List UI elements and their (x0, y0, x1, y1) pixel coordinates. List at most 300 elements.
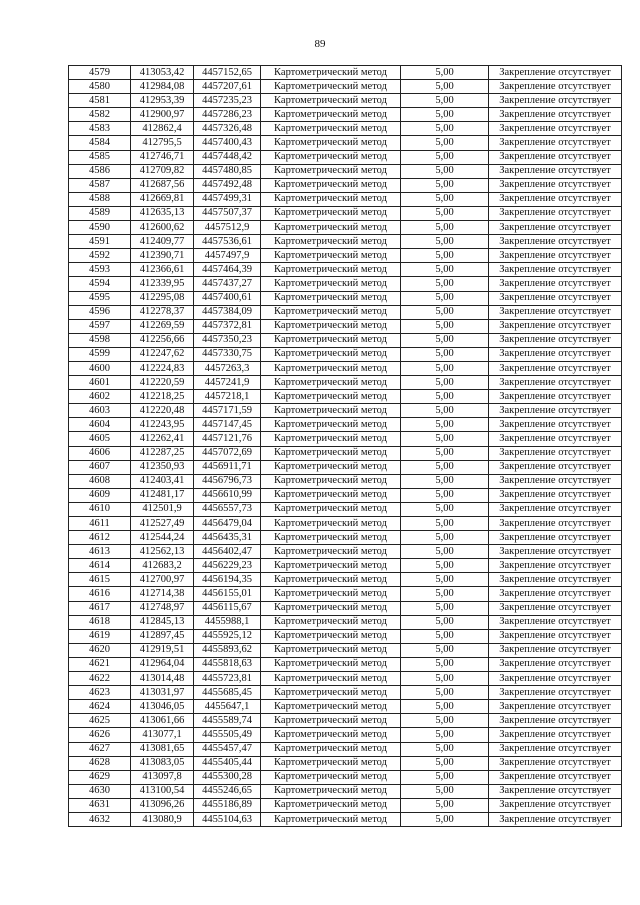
table-row (69, 319, 622, 333)
table-row (69, 770, 622, 784)
point-number-cell: 4606 (69, 446, 131, 460)
method-cell: Картометрический метод (261, 376, 401, 390)
fixing-cell: Закрепление отсутствует (489, 376, 622, 390)
x-coordinate-cell: 412964,04 (131, 657, 194, 671)
precision-cell: 5,00 (401, 94, 489, 108)
y-coordinate-cell: 4456194,35 (194, 573, 261, 587)
point-number-cell: 4586 (69, 164, 131, 178)
x-coordinate-cell: 412481,17 (131, 488, 194, 502)
precision-cell: 5,00 (401, 587, 489, 601)
y-coordinate-cell: 4457400,61 (194, 291, 261, 305)
method-cell: Картометрический метод (261, 573, 401, 587)
fixing-cell: Закрепление отсутствует (489, 66, 622, 80)
fixing-cell: Закрепление отсутствует (489, 587, 622, 601)
method-cell: Картометрический метод (261, 333, 401, 347)
precision-cell: 5,00 (401, 728, 489, 742)
point-number-cell: 4613 (69, 545, 131, 559)
method-cell: Картометрический метод (261, 361, 401, 375)
table-row (69, 531, 622, 545)
y-coordinate-cell: 4456402,47 (194, 545, 261, 559)
x-coordinate-cell: 413031,97 (131, 686, 194, 700)
precision-cell: 5,00 (401, 108, 489, 122)
point-number-cell: 4610 (69, 502, 131, 516)
table-row (69, 249, 622, 263)
fixing-cell: Закрепление отсутствует (489, 460, 622, 474)
point-number-cell: 4620 (69, 643, 131, 657)
point-number-cell: 4592 (69, 249, 131, 263)
precision-cell: 5,00 (401, 361, 489, 375)
x-coordinate-cell: 412256,66 (131, 333, 194, 347)
x-coordinate-cell: 412339,95 (131, 277, 194, 291)
fixing-cell: Закрепление отсутствует (489, 531, 622, 545)
method-cell: Картометрический метод (261, 601, 401, 615)
x-coordinate-cell: 412562,13 (131, 545, 194, 559)
table-row (69, 502, 622, 516)
y-coordinate-cell: 4455104,63 (194, 812, 261, 826)
table-row (69, 235, 622, 249)
fixing-cell: Закрепление отсутствует (489, 502, 622, 516)
fixing-cell: Закрепление отсутствует (489, 784, 622, 798)
method-cell: Картометрический метод (261, 178, 401, 192)
precision-cell: 5,00 (401, 291, 489, 305)
fixing-cell: Закрепление отсутствует (489, 657, 622, 671)
table-row (69, 376, 622, 390)
table-row (69, 108, 622, 122)
point-number-cell: 4598 (69, 333, 131, 347)
x-coordinate-cell: 412748,97 (131, 601, 194, 615)
precision-cell: 5,00 (401, 770, 489, 784)
method-cell: Картометрический метод (261, 460, 401, 474)
y-coordinate-cell: 4457171,59 (194, 404, 261, 418)
y-coordinate-cell: 4456115,67 (194, 601, 261, 615)
y-coordinate-cell: 4457497,9 (194, 249, 261, 263)
point-number-cell: 4629 (69, 770, 131, 784)
y-coordinate-cell: 4457330,75 (194, 347, 261, 361)
point-number-cell: 4625 (69, 714, 131, 728)
fixing-cell: Закрепление отсутствует (489, 559, 622, 573)
fixing-cell: Закрепление отсутствует (489, 263, 622, 277)
x-coordinate-cell: 413046,05 (131, 700, 194, 714)
method-cell: Картометрический метод (261, 502, 401, 516)
point-number-cell: 4596 (69, 305, 131, 319)
precision-cell: 5,00 (401, 643, 489, 657)
precision-cell: 5,00 (401, 206, 489, 220)
point-number-cell: 4588 (69, 192, 131, 206)
point-number-cell: 4581 (69, 94, 131, 108)
x-coordinate-cell: 412900,97 (131, 108, 194, 122)
point-number-cell: 4621 (69, 657, 131, 671)
point-number-cell: 4630 (69, 784, 131, 798)
table-row (69, 517, 622, 531)
y-coordinate-cell: 4457400,43 (194, 136, 261, 150)
precision-cell: 5,00 (401, 573, 489, 587)
point-number-cell: 4604 (69, 418, 131, 432)
precision-cell: 5,00 (401, 249, 489, 263)
table-row (69, 390, 622, 404)
x-coordinate-cell: 412795,5 (131, 136, 194, 150)
y-coordinate-cell: 4456911,71 (194, 460, 261, 474)
x-coordinate-cell: 413061,66 (131, 714, 194, 728)
point-number-cell: 4631 (69, 798, 131, 812)
fixing-cell: Закрепление отсутствует (489, 192, 622, 206)
precision-cell: 5,00 (401, 192, 489, 206)
precision-cell: 5,00 (401, 432, 489, 446)
fixing-cell: Закрепление отсутствует (489, 812, 622, 826)
y-coordinate-cell: 4457207,61 (194, 80, 261, 94)
table-row (69, 136, 622, 150)
y-coordinate-cell: 4456479,04 (194, 517, 261, 531)
precision-cell: 5,00 (401, 136, 489, 150)
table-row (69, 418, 622, 432)
method-cell: Картометрический метод (261, 531, 401, 545)
fixing-cell: Закрепление отсутствует (489, 333, 622, 347)
method-cell: Картометрический метод (261, 122, 401, 136)
fixing-cell: Закрепление отсутствует (489, 446, 622, 460)
method-cell: Картометрический метод (261, 432, 401, 446)
x-coordinate-cell: 412243,95 (131, 418, 194, 432)
point-number-cell: 4612 (69, 531, 131, 545)
method-cell: Картометрический метод (261, 404, 401, 418)
precision-cell: 5,00 (401, 460, 489, 474)
point-number-cell: 4622 (69, 672, 131, 686)
fixing-cell: Закрепление отсутствует (489, 474, 622, 488)
method-cell: Картометрический метод (261, 545, 401, 559)
precision-cell: 5,00 (401, 502, 489, 516)
fixing-cell: Закрепление отсутствует (489, 347, 622, 361)
x-coordinate-cell: 412746,71 (131, 150, 194, 164)
fixing-cell: Закрепление отсутствует (489, 770, 622, 784)
method-cell: Картометрический метод (261, 136, 401, 150)
method-cell: Картометрический метод (261, 221, 401, 235)
fixing-cell: Закрепление отсутствует (489, 136, 622, 150)
x-coordinate-cell: 412953,39 (131, 94, 194, 108)
x-coordinate-cell: 412366,61 (131, 263, 194, 277)
table-row (69, 812, 622, 826)
point-number-cell: 4608 (69, 474, 131, 488)
table-row (69, 446, 622, 460)
point-number-cell: 4616 (69, 587, 131, 601)
y-coordinate-cell: 4455647,1 (194, 700, 261, 714)
precision-cell: 5,00 (401, 277, 489, 291)
table-row (69, 728, 622, 742)
fixing-cell: Закрепление отсутствует (489, 601, 622, 615)
table-row (69, 672, 622, 686)
method-cell: Картометрический метод (261, 488, 401, 502)
table-row (69, 488, 622, 502)
fixing-cell: Закрепление отсутствует (489, 319, 622, 333)
x-coordinate-cell: 413083,05 (131, 756, 194, 770)
table-row (69, 221, 622, 235)
fixing-cell: Закрепление отсутствует (489, 390, 622, 404)
precision-cell: 5,00 (401, 629, 489, 643)
point-number-cell: 4626 (69, 728, 131, 742)
precision-cell: 5,00 (401, 150, 489, 164)
x-coordinate-cell: 412919,51 (131, 643, 194, 657)
y-coordinate-cell: 4457480,85 (194, 164, 261, 178)
precision-cell: 5,00 (401, 474, 489, 488)
point-number-cell: 4603 (69, 404, 131, 418)
precision-cell: 5,00 (401, 784, 489, 798)
table-row (69, 573, 622, 587)
x-coordinate-cell: 412544,24 (131, 531, 194, 545)
precision-cell: 5,00 (401, 798, 489, 812)
y-coordinate-cell: 4457121,76 (194, 432, 261, 446)
point-number-cell: 4594 (69, 277, 131, 291)
point-number-cell: 4599 (69, 347, 131, 361)
method-cell: Картометрический метод (261, 235, 401, 249)
fixing-cell: Закрепление отсутствует (489, 164, 622, 178)
precision-cell: 5,00 (401, 333, 489, 347)
fixing-cell: Закрепление отсутствует (489, 629, 622, 643)
table-row (69, 66, 622, 80)
fixing-cell: Закрепление отсутствует (489, 150, 622, 164)
method-cell: Картометрический метод (261, 150, 401, 164)
table-row (69, 122, 622, 136)
point-number-cell: 4595 (69, 291, 131, 305)
x-coordinate-cell: 412845,13 (131, 615, 194, 629)
y-coordinate-cell: 4457235,23 (194, 94, 261, 108)
y-coordinate-cell: 4457072,69 (194, 446, 261, 460)
page-number: 89 (314, 38, 326, 50)
x-coordinate-cell: 412984,08 (131, 80, 194, 94)
point-number-cell: 4579 (69, 66, 131, 80)
y-coordinate-cell: 4456796,73 (194, 474, 261, 488)
method-cell: Картометрический метод (261, 206, 401, 220)
point-number-cell: 4597 (69, 319, 131, 333)
x-coordinate-cell: 412409,77 (131, 235, 194, 249)
x-coordinate-cell: 412897,45 (131, 629, 194, 643)
x-coordinate-cell: 413081,65 (131, 742, 194, 756)
point-number-cell: 4605 (69, 432, 131, 446)
fixing-cell: Закрепление отсутствует (489, 742, 622, 756)
point-number-cell: 4590 (69, 221, 131, 235)
y-coordinate-cell: 4457507,37 (194, 206, 261, 220)
point-number-cell: 4589 (69, 206, 131, 220)
y-coordinate-cell: 4455925,12 (194, 629, 261, 643)
fixing-cell: Закрепление отсутствует (489, 432, 622, 446)
table-row (69, 798, 622, 812)
fixing-cell: Закрепление отсутствует (489, 206, 622, 220)
fixing-cell: Закрепление отсутствует (489, 728, 622, 742)
table-row (69, 206, 622, 220)
method-cell: Картометрический метод (261, 319, 401, 333)
point-number-cell: 4602 (69, 390, 131, 404)
y-coordinate-cell: 4457350,23 (194, 333, 261, 347)
fixing-cell: Закрепление отсутствует (489, 686, 622, 700)
table-row (69, 347, 622, 361)
x-coordinate-cell: 413096,26 (131, 798, 194, 812)
y-coordinate-cell: 4457448,42 (194, 150, 261, 164)
method-cell: Картометрический метод (261, 728, 401, 742)
precision-cell: 5,00 (401, 66, 489, 80)
point-number-cell: 4632 (69, 812, 131, 826)
x-coordinate-cell: 412247,62 (131, 347, 194, 361)
precision-cell: 5,00 (401, 742, 489, 756)
y-coordinate-cell: 4457263,3 (194, 361, 261, 375)
fixing-cell: Закрепление отсутствует (489, 361, 622, 375)
x-coordinate-cell: 412218,25 (131, 390, 194, 404)
y-coordinate-cell: 4455723,81 (194, 672, 261, 686)
precision-cell: 5,00 (401, 657, 489, 671)
y-coordinate-cell: 4457536,61 (194, 235, 261, 249)
precision-cell: 5,00 (401, 235, 489, 249)
precision-cell: 5,00 (401, 756, 489, 770)
coordinates-table-body (69, 66, 622, 827)
y-coordinate-cell: 4456610,99 (194, 488, 261, 502)
point-number-cell: 4628 (69, 756, 131, 770)
table-row (69, 657, 622, 671)
method-cell: Картометрический метод (261, 305, 401, 319)
table-row (69, 404, 622, 418)
x-coordinate-cell: 413100,54 (131, 784, 194, 798)
precision-cell: 5,00 (401, 700, 489, 714)
y-coordinate-cell: 4455818,63 (194, 657, 261, 671)
point-number-cell: 4591 (69, 235, 131, 249)
table-row (69, 784, 622, 798)
precision-cell: 5,00 (401, 178, 489, 192)
fixing-cell: Закрепление отсутствует (489, 404, 622, 418)
x-coordinate-cell: 412687,56 (131, 178, 194, 192)
method-cell: Картометрический метод (261, 657, 401, 671)
method-cell: Картометрический метод (261, 249, 401, 263)
fixing-cell: Закрепление отсутствует (489, 291, 622, 305)
precision-cell: 5,00 (401, 517, 489, 531)
coordinates-table (68, 65, 622, 827)
method-cell: Картометрический метод (261, 643, 401, 657)
point-number-cell: 4607 (69, 460, 131, 474)
method-cell: Картометрический метод (261, 80, 401, 94)
table-row (69, 686, 622, 700)
x-coordinate-cell: 412600,62 (131, 221, 194, 235)
x-coordinate-cell: 412709,82 (131, 164, 194, 178)
y-coordinate-cell: 4457464,39 (194, 263, 261, 277)
x-coordinate-cell: 412862,4 (131, 122, 194, 136)
point-number-cell: 4617 (69, 601, 131, 615)
x-coordinate-cell: 412278,37 (131, 305, 194, 319)
precision-cell: 5,00 (401, 347, 489, 361)
x-coordinate-cell: 413097,8 (131, 770, 194, 784)
method-cell: Картометрический метод (261, 446, 401, 460)
point-number-cell: 4611 (69, 517, 131, 531)
table-row (69, 587, 622, 601)
precision-cell: 5,00 (401, 559, 489, 573)
method-cell: Картометрический метод (261, 714, 401, 728)
point-number-cell: 4583 (69, 122, 131, 136)
precision-cell: 5,00 (401, 404, 489, 418)
fixing-cell: Закрепление отсутствует (489, 80, 622, 94)
point-number-cell: 4600 (69, 361, 131, 375)
point-number-cell: 4618 (69, 615, 131, 629)
x-coordinate-cell: 412350,93 (131, 460, 194, 474)
precision-cell: 5,00 (401, 319, 489, 333)
method-cell: Картометрический метод (261, 277, 401, 291)
fixing-cell: Закрепление отсутствует (489, 714, 622, 728)
table-row (69, 291, 622, 305)
table-row (69, 361, 622, 375)
fixing-cell: Закрепление отсутствует (489, 488, 622, 502)
point-number-cell: 4614 (69, 559, 131, 573)
table-row (69, 700, 622, 714)
table-row (69, 559, 622, 573)
precision-cell: 5,00 (401, 531, 489, 545)
y-coordinate-cell: 4457492,48 (194, 178, 261, 192)
table-row (69, 164, 622, 178)
table-row (69, 615, 622, 629)
table-row (69, 150, 622, 164)
point-number-cell: 4615 (69, 573, 131, 587)
point-number-cell: 4585 (69, 150, 131, 164)
table-row (69, 263, 622, 277)
y-coordinate-cell: 4457512,9 (194, 221, 261, 235)
fixing-cell: Закрепление отсутствует (489, 756, 622, 770)
table-row (69, 333, 622, 347)
precision-cell: 5,00 (401, 488, 489, 502)
y-coordinate-cell: 4456557,73 (194, 502, 261, 516)
x-coordinate-cell: 412403,41 (131, 474, 194, 488)
x-coordinate-cell: 412501,9 (131, 502, 194, 516)
point-number-cell: 4601 (69, 376, 131, 390)
x-coordinate-cell: 412390,71 (131, 249, 194, 263)
method-cell: Картометрический метод (261, 66, 401, 80)
x-coordinate-cell: 412714,38 (131, 587, 194, 601)
method-cell: Картометрический метод (261, 559, 401, 573)
precision-cell: 5,00 (401, 164, 489, 178)
table-row (69, 94, 622, 108)
point-number-cell: 4623 (69, 686, 131, 700)
method-cell: Картометрический метод (261, 517, 401, 531)
fixing-cell: Закрепление отсутствует (489, 545, 622, 559)
fixing-cell: Закрепление отсутствует (489, 178, 622, 192)
x-coordinate-cell: 412287,25 (131, 446, 194, 460)
fixing-cell: Закрепление отсутствует (489, 643, 622, 657)
fixing-cell: Закрепление отсутствует (489, 418, 622, 432)
x-coordinate-cell: 412669,81 (131, 192, 194, 206)
table-row (69, 756, 622, 770)
table-row (69, 601, 622, 615)
y-coordinate-cell: 4457372,81 (194, 319, 261, 333)
y-coordinate-cell: 4457286,23 (194, 108, 261, 122)
y-coordinate-cell: 4455405,44 (194, 756, 261, 770)
x-coordinate-cell: 412224,83 (131, 361, 194, 375)
table-row (69, 80, 622, 94)
y-coordinate-cell: 4456435,31 (194, 531, 261, 545)
table-row (69, 460, 622, 474)
fixing-cell: Закрепление отсутствует (489, 122, 622, 136)
point-number-cell: 4593 (69, 263, 131, 277)
method-cell: Картометрический метод (261, 686, 401, 700)
precision-cell: 5,00 (401, 390, 489, 404)
precision-cell: 5,00 (401, 714, 489, 728)
y-coordinate-cell: 4457152,65 (194, 66, 261, 80)
precision-cell: 5,00 (401, 672, 489, 686)
fixing-cell: Закрепление отсутствует (489, 277, 622, 291)
method-cell: Картометрический метод (261, 700, 401, 714)
point-number-cell: 4587 (69, 178, 131, 192)
x-coordinate-cell: 412220,59 (131, 376, 194, 390)
x-coordinate-cell: 412262,41 (131, 432, 194, 446)
point-number-cell: 4580 (69, 80, 131, 94)
fixing-cell: Закрепление отсутствует (489, 249, 622, 263)
x-coordinate-cell: 413077,1 (131, 728, 194, 742)
precision-cell: 5,00 (401, 812, 489, 826)
table-row (69, 714, 622, 728)
point-number-cell: 4619 (69, 629, 131, 643)
table-row (69, 178, 622, 192)
table-row (69, 742, 622, 756)
method-cell: Картометрический метод (261, 108, 401, 122)
precision-cell: 5,00 (401, 446, 489, 460)
point-number-cell: 4582 (69, 108, 131, 122)
